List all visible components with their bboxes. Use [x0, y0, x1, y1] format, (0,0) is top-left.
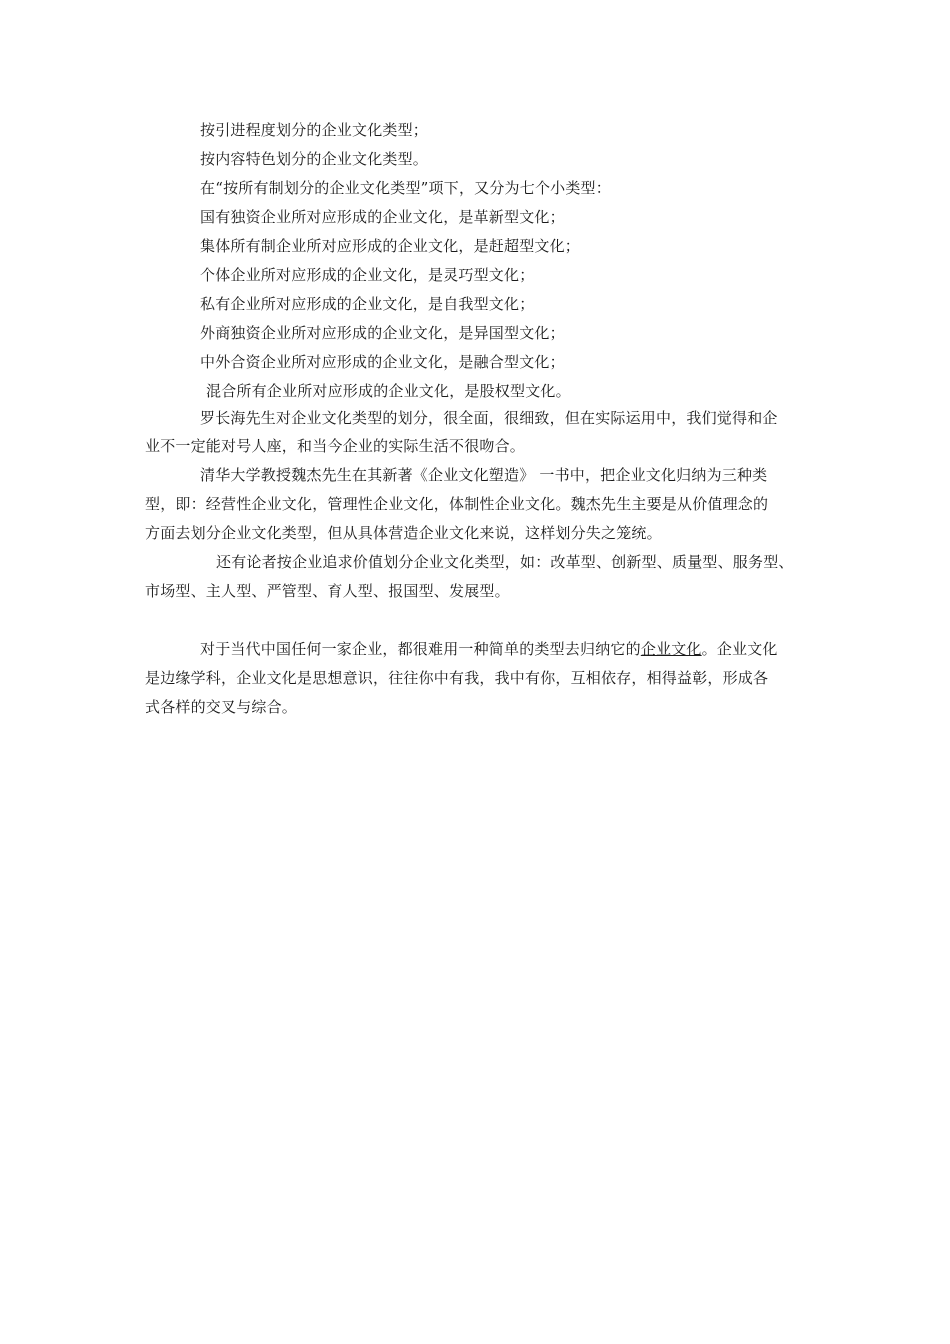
text-line-17: 市场型、主人型、严管型、育人型、报国型、发展型。: [145, 582, 510, 600]
final-paragraph-text-before-link: 对于当代中国任何一家企业，都很难用一种简单的类型去归纳它的: [200, 640, 641, 658]
text-line-3: 在“按所有制划分的企业文化类型”项下，又分为七个小类型：: [200, 179, 611, 197]
text-line-15: 方面去划分企业文化类型，但从具体营造企业文化来说，这样划分失之笼统。: [145, 524, 662, 542]
text-line-7: 私有企业所对应形成的企业文化，是自我型文化；: [200, 295, 535, 313]
text-line-6: 个体企业所对应形成的企业文化，是灵巧型文化；: [200, 266, 535, 284]
final-paragraph-line-2: 是边缘学科，企业文化是思想意识，往往你中有我，我中有你，互相依存，相得益彰，形成各: [145, 669, 769, 687]
text-line-14: 型，即：经营性企业文化，管理性企业文化，体制性企业文化。魏杰先生主要是从价值理念的: [145, 495, 769, 513]
text-line-10: 混合所有企业所对应形成的企业文化，是股权型文化。: [206, 382, 571, 400]
text-line-12: 业不一定能对号人座，和当今企业的实际生活不很吻合。: [145, 437, 526, 455]
text-line-13: 清华大学教授魏杰先生在其新著《企业文化塑造》 一书中，把企业文化归纳为三种类: [200, 466, 768, 484]
text-line-5: 集体所有制企业所对应形成的企业文化，是赶超型文化；: [200, 237, 581, 255]
text-line-8: 外商独资企业所对应形成的企业文化，是异国型文化；: [200, 324, 565, 342]
text-line-1: 按引进程度划分的企业文化类型；: [200, 121, 429, 139]
text-line-16: 还有论者按企业追求价值划分企业文化类型，如：改革型、创新型、质量型、服务型、: [216, 553, 794, 571]
text-line-11: 罗长海先生对企业文化类型的划分，很全面，很细致，但在实际运用中，我们觉得和企: [200, 409, 778, 427]
text-line-9: 中外合资企业所对应形成的企业文化，是融合型文化；: [200, 353, 565, 371]
final-paragraph-text-after-link: 。企业文化: [701, 640, 778, 658]
text-line-4: 国有独资企业所对应形成的企业文化，是革新型文化；: [200, 208, 565, 226]
text-line-2: 按内容特色划分的企业文化类型。: [200, 150, 429, 168]
final-paragraph-line-3: 式各样的交叉与综合。: [145, 698, 298, 716]
final-paragraph-line-1: [200, 639, 778, 659]
enterprise-culture-link[interactable]: 企业文化: [640, 640, 702, 658]
